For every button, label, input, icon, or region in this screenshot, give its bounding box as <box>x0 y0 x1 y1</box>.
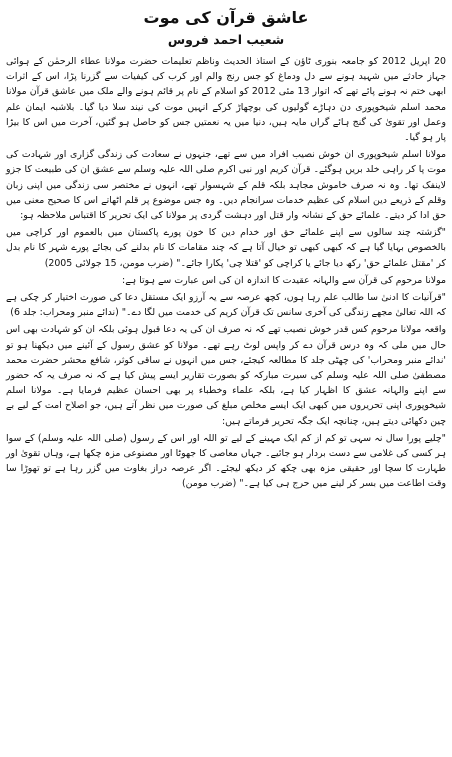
quote-ramadan: "چلیے پورا سال نہ سہی تو کم از کم ایک مہینے کے لیے تو اللہ اور اس کے رسول (صلی اللہ علیہ وسلم) کے سوا ہر کسی کی غلامی سے دست بردار ہو جائیے۔ جہاں معاصی کا جھوٹا اور مصنوعی مزہ چکھا ہے، وہاں تقویٰ اور طہارت کا سچا اور حقیقی مزہ بھی چکھ کر دیکھ لیجئے۔ اگر عرصہ دراز بغاوت میں گزر رہا ہے تو تھوڑا سا وقت اطاعت میں بسر کر لینے میں حرج ہی کیا ہے۔" (ضرب مومن) <box>6 432 446 490</box>
paragraph-intro: 20 اپریل 2012 کو جامعہ بنوری ٹاؤن کے استاذ الحدیث وناظم تعلیمات حضرت مولانا عطاء الرحمٰن کے ہوائی جہاز حادثے میں شہید ہونے سے دل ودماغ کو جس رنج والم اور کرب کی کیفیات سے گزرنا پڑا، اس کے اثرات ابھی ختم نہ ہونے پائے تھے کہ اتوار 13 مئی 2012 کو اسلام کے نام پر قائم ہونے والے ملک میں عاشق قرآن مولانا محمد اسلم شیخوپوری دن دہاڑے گولیوں کی بوچھاڑ کرکے انہیں موت کی نیند سلا دیا گیا۔ بلاشبہ ایمان علم وعمل اور تقویٰ کی گنج ہائے گراں مایہ ہیں، دنیا میں یہ نعمتیں جس کو حاصل ہو گئیں، آخرت میں اس کا بیڑا پار ہو گیا۔ <box>6 56 447 144</box>
quote-karachi: "گزشتہ چند سالوں سے اپنے علمائے حق اور خدام دین کا خون پورے پاکستان میں بالعموم اور کراچی میں بالخصوص بہایا گیا ہے کہ کبھی کبھی تو خیال آتا ہے کہ چند مقامات کا نام بدلنے کی بجائے پورے شہر کا نام بدل کر 'مقتل علمائے حق' رکھ دیا جائے یا کراچی کو 'قتلا چی' پکارا جائے۔" (ضرب مومن، 15 جولائی 2005) <box>6 227 446 269</box>
paragraph-devotion: مولانا مرحوم کی قرآن سے والہانہ عقیدت کا اندازہ ان کی اس عبارت سے ہوتا ہے: <box>122 274 446 286</box>
quote-quran-service: "قرآنیات کا ادنیٰ سا طالب علم رہا ہوں، کچھ عرصہ سے یہ آرزو ایک مستقل دعا کی صورت اختیار کر چکی ہے کہ اللہ تعالیٰ مجھے زندگی کی آخری سانس تک قرآن کریم کی خدمت میں لگا دے۔" (ندائے منبر ومحراب: جلد 6) <box>6 292 446 319</box>
article-author: شعیب احمد فروس <box>167 32 285 47</box>
article-title: عاشق قرآن کی موت <box>143 8 309 27</box>
paragraph-biography: مولانا اسلم شیخوپوری ان خوش نصیب افراد میں سے تھے، جنہوں نے سعادت کی زندگی گزاری اور شہادت کی موت پا کر راہی خلد بریں ہوگئے۔ قرآن کریم اور نبی اکرم صلی اللہ علیہ وسلم سے عشق ان کی طبیعت کا جزو لاینفک تھا۔ وہ نہ صرف خاموش مجاہد بلکہ قلم کے شہسوار تھے، انہوں نے مختصر سی زندگی میں اپنی زبان وقلم کے ذریعے دین اسلام کی عظیم خدمات سرانجام دیں۔ وہ جس موضوع پر قلم اٹھاتے اس کا صحیح معنی میں حق ادا کر دیتے۔ علمائے حق کے نشانہ وار قتل اور دہشت گردی پر مولانا کی ایک تحریر کا اقتباس ملاحظہ ہو: <box>6 149 446 222</box>
paragraph-martyrdom: واقعہ مولانا مرحوم کس قدر خوش نصیب تھے کہ نہ صرف ان کی یہ دعا قبول ہوئی بلکہ ان کو شہادت بھی اس حال میں ملی کہ وہ درس قرآن دے کر واپس لوٹ رہے تھے۔ مولانا کو عشق رسول کے آئینے میں دیکھنا ہو تو 'ندائے منبر ومحراب' کی چھٹی جلد کا مطالعہ کیجئے، جس میں انہوں نے ساقی کوثر، شافع محشر حضرت محمد مصطفیٰ صلی اللہ علیہ وسلم کی سیرت مبارکہ کو بصورت تقاریر ایسے پیش کیا ہے کہ نہ صرف یہ کہ حضور سے اپنے والہانہ عشق کا اظہار کیا ہے، بلکہ علماء وخطباء پر بھی احسان عظیم فرمایا ہے۔ مولانا اسلم شیخوپوری اپنی تحریروں میں کبھی ایک ایسے مخلص مبلغ کی صورت میں نظر آتے ہیں، جو اصلاح امت کے لیے بے چین دکھائی دیتے ہیں، چنانچہ ایک جگہ تحریر فرماتے ہیں: <box>6 324 446 427</box>
